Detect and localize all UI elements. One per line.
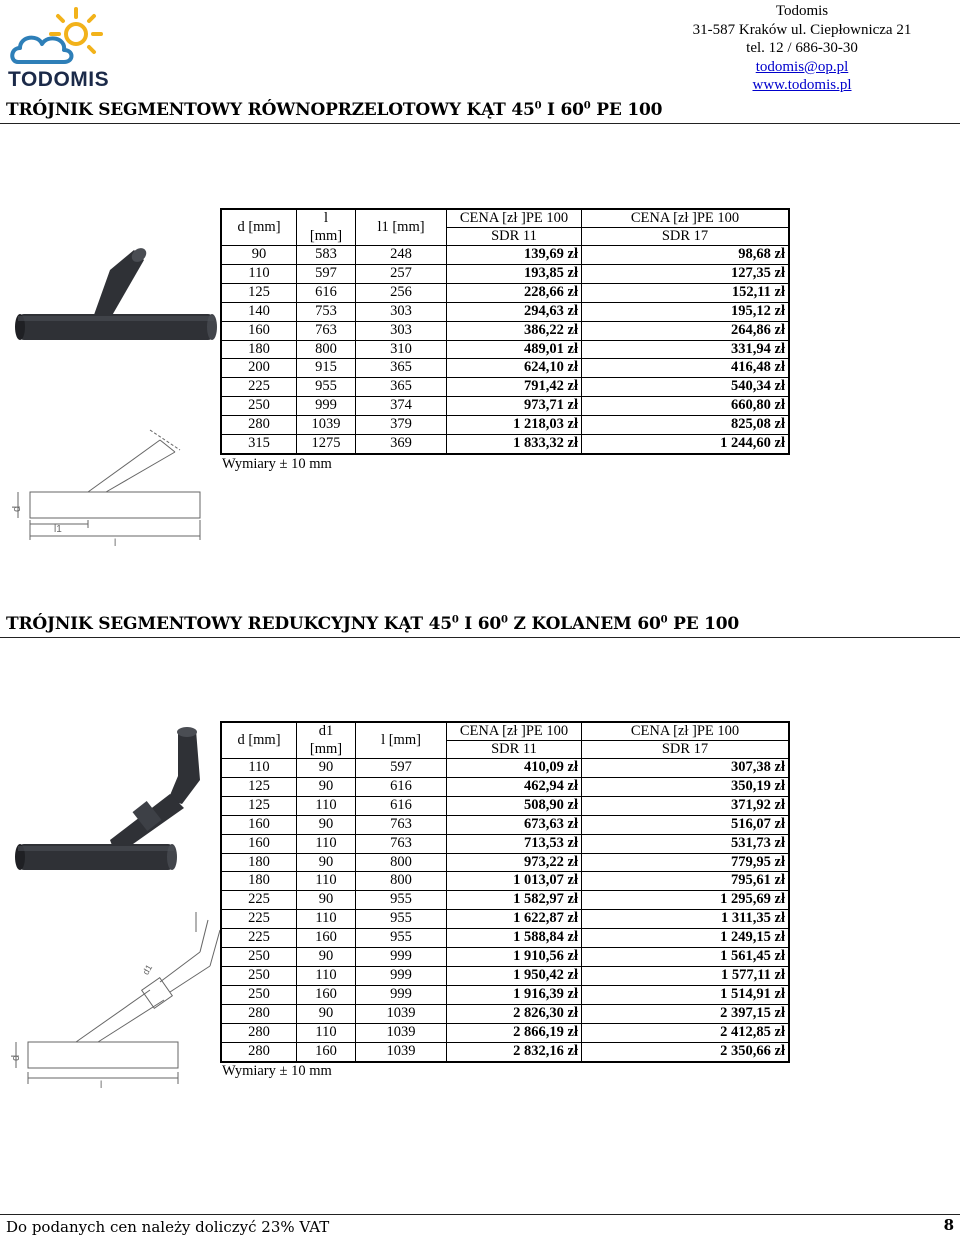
tee-45-drawing (10, 230, 220, 550)
cell-price-sdr17: 825,08 zł (582, 416, 790, 435)
cell-dim2: 763 (297, 321, 356, 340)
table-row (221, 302, 789, 321)
section1-rule (0, 123, 960, 124)
company-website-link[interactable]: www.todomis.pl (752, 77, 852, 93)
cell-price-sdr11: 1 013,07 zł (447, 872, 582, 891)
cell-dim3: 999 (356, 985, 447, 1004)
cell-dim2: 955 (297, 378, 356, 397)
table-row (221, 1004, 789, 1023)
footer-rule (0, 1214, 960, 1215)
cell-price-sdr17: 331,94 zł (582, 340, 790, 359)
header-l: l [mm] (356, 722, 447, 759)
table-row (221, 777, 789, 796)
header-d1-bottom: [mm] (297, 741, 356, 759)
cloud-icon (12, 38, 71, 62)
table-row (221, 872, 789, 891)
table-row (221, 910, 789, 929)
cell-price-sdr11: 386,22 zł (447, 321, 582, 340)
sun-icon (51, 9, 101, 52)
cell-price-sdr17: 1 514,91 zł (582, 985, 790, 1004)
header-price-sdr11-bottom: SDR 11 (447, 228, 582, 246)
cell-price-sdr11: 1 218,03 zł (447, 416, 582, 435)
table-row (221, 416, 789, 435)
cell-price-sdr11: 1 622,87 zł (447, 910, 582, 929)
cell-price-sdr17: 152,11 zł (582, 283, 790, 302)
cell-price-sdr17: 795,61 zł (582, 872, 790, 891)
cell-d: 160 (221, 815, 297, 834)
dim-d: d (10, 1054, 22, 1061)
section2-price-table (220, 721, 790, 1063)
cell-d: 315 (221, 435, 297, 454)
cell-price-sdr11: 2 826,30 zł (447, 1004, 582, 1023)
table-row (221, 1023, 789, 1042)
cell-price-sdr17: 195,12 zł (582, 302, 790, 321)
cell-dim2: 110 (297, 872, 356, 891)
section2-title: TRÓJNIK SEGMENTOWY REDUKCYJNY KĄT $45^0$ I $60^0$ Z KOLANEM $60^0$ PE 100 (6, 614, 740, 634)
table-row (221, 283, 789, 302)
cell-price-sdr17: 1 249,15 zł (582, 929, 790, 948)
company-phone: tel. 12 / 686-30-30 (746, 40, 858, 56)
cell-dim2: 90 (297, 891, 356, 910)
cell-price-sdr17: 127,35 zł (582, 264, 790, 283)
table-row (221, 435, 789, 454)
cell-price-sdr17: 2 397,15 zł (582, 1004, 790, 1023)
cell-d: 250 (221, 948, 297, 967)
cell-d: 225 (221, 378, 297, 397)
tee-reducing-drawing (10, 720, 220, 1090)
cell-dim2: 583 (297, 246, 356, 265)
cell-dim2: 597 (297, 264, 356, 283)
header-price-sdr11-top: CENA [zł ]PE 100 (447, 722, 582, 741)
cell-d: 140 (221, 302, 297, 321)
cell-price-sdr11: 1 582,97 zł (447, 891, 582, 910)
cell-d: 250 (221, 966, 297, 985)
cell-dim3: 303 (356, 321, 447, 340)
cell-dim2: 753 (297, 302, 356, 321)
cell-dim3: 369 (356, 435, 447, 454)
company-email-link[interactable]: todomis@op.pl (755, 58, 849, 75)
cell-price-sdr11: 1 910,56 zł (447, 948, 582, 967)
cell-dim2: 915 (297, 359, 356, 378)
cell-price-sdr17: 779,95 zł (582, 853, 790, 872)
cell-price-sdr17: 307,38 zł (582, 759, 790, 778)
cell-price-sdr11: 139,69 zł (447, 246, 582, 265)
section2-tolerance-note: Wymiary ± 10 mm (222, 1063, 332, 1079)
cell-price-sdr17: 371,92 zł (582, 796, 790, 815)
cell-dim2: 110 (297, 1023, 356, 1042)
dim-d: d (11, 505, 23, 512)
section1-tolerance-note: Wymiary ± 10 mm (222, 456, 332, 472)
cell-dim3: 955 (356, 929, 447, 948)
header-d: d [mm] (221, 209, 297, 246)
cell-d: 250 (221, 397, 297, 416)
cell-dim2: 90 (297, 777, 356, 796)
cell-d: 250 (221, 985, 297, 1004)
company-info (672, 2, 932, 95)
tee-reducing-technical (16, 912, 220, 1084)
table-row (221, 815, 789, 834)
cell-d: 110 (221, 759, 297, 778)
cell-price-sdr17: 1 311,35 zł (582, 910, 790, 929)
cell-dim2: 110 (297, 966, 356, 985)
cell-dim3: 763 (356, 834, 447, 853)
cell-dim3: 999 (356, 966, 447, 985)
cell-dim3: 616 (356, 777, 447, 796)
cell-price-sdr17: 350,19 zł (582, 777, 790, 796)
cell-d: 90 (221, 246, 297, 265)
cell-d: 280 (221, 1042, 297, 1061)
cell-dim2: 90 (297, 853, 356, 872)
header-d1-top: d1 (297, 722, 356, 741)
table-row (221, 853, 789, 872)
cell-d: 160 (221, 834, 297, 853)
cell-dim3: 955 (356, 910, 447, 929)
cell-price-sdr11: 2 866,19 zł (447, 1023, 582, 1042)
table-row (221, 1042, 789, 1061)
cell-dim2: 999 (297, 397, 356, 416)
cell-d: 180 (221, 853, 297, 872)
header-price-sdr17-top: CENA [zł ]PE 100 (582, 722, 790, 741)
cell-d: 180 (221, 340, 297, 359)
cell-dim3: 616 (356, 796, 447, 815)
cell-d: 110 (221, 264, 297, 283)
cell-price-sdr11: 193,85 zł (447, 264, 582, 283)
cell-d: 225 (221, 910, 297, 929)
cell-price-sdr11: 294,63 zł (447, 302, 582, 321)
cell-price-sdr11: 410,09 zł (447, 759, 582, 778)
cell-dim3: 955 (356, 891, 447, 910)
cell-price-sdr17: 540,34 zł (582, 378, 790, 397)
header-l-bottom: [mm] (297, 228, 356, 246)
cell-price-sdr11: 713,53 zł (447, 834, 582, 853)
cell-price-sdr17: 98,68 zł (582, 246, 790, 265)
section1-price-table (220, 208, 790, 455)
header-price-sdr11-top: CENA [zł ]PE 100 (447, 209, 582, 228)
cell-dim3: 379 (356, 416, 447, 435)
cell-dim3: 763 (356, 815, 447, 834)
table-row (221, 321, 789, 340)
cell-dim2: 90 (297, 1004, 356, 1023)
cell-price-sdr11: 673,63 zł (447, 815, 582, 834)
table-row (221, 264, 789, 283)
cell-price-sdr11: 1 833,32 zł (447, 435, 582, 454)
cell-price-sdr11: 489,01 zł (447, 340, 582, 359)
cell-dim3: 800 (356, 853, 447, 872)
cell-dim2: 90 (297, 948, 356, 967)
table-row (221, 759, 789, 778)
table-row (221, 397, 789, 416)
tee-45-photo (15, 245, 217, 340)
cell-d: 125 (221, 777, 297, 796)
cell-d: 200 (221, 359, 297, 378)
cell-price-sdr17: 1 295,69 zł (582, 891, 790, 910)
cell-price-sdr11: 1 916,39 zł (447, 985, 582, 1004)
cell-dim3: 374 (356, 397, 447, 416)
cell-dim2: 800 (297, 340, 356, 359)
cell-d: 280 (221, 1023, 297, 1042)
cell-dim3: 365 (356, 378, 447, 397)
cell-d: 160 (221, 321, 297, 340)
tee-45-technical (18, 430, 200, 540)
table-row (221, 378, 789, 397)
table-row (221, 891, 789, 910)
cell-price-sdr11: 624,10 zł (447, 359, 582, 378)
header-price-sdr17-bottom: SDR 17 (582, 228, 790, 246)
cell-price-sdr11: 1 950,42 zł (447, 966, 582, 985)
company-address: 31-587 Kraków ul. Ciepłownicza 21 (692, 21, 912, 38)
header-price-sdr11-bottom: SDR 11 (447, 741, 582, 759)
cell-price-sdr17: 531,73 zł (582, 834, 790, 853)
dim-l: l (114, 538, 117, 549)
cell-price-sdr11: 2 832,16 zł (447, 1042, 582, 1061)
cell-price-sdr11: 791,42 zł (447, 378, 582, 397)
cell-d: 225 (221, 891, 297, 910)
cell-dim2: 616 (297, 283, 356, 302)
cell-dim3: 999 (356, 948, 447, 967)
table-row (221, 359, 789, 378)
section1-title: TRÓJNIK SEGMENTOWY RÓWNOPRZELOTOWY KĄT $45^0$ I $60^0$ PE 100 (6, 100, 663, 120)
cell-dim3: 303 (356, 302, 447, 321)
cell-price-sdr17: 264,86 zł (582, 321, 790, 340)
cell-dim2: 1039 (297, 416, 356, 435)
cell-dim2: 1275 (297, 435, 356, 454)
cell-dim2: 90 (297, 815, 356, 834)
header-l1: l1 [mm] (356, 209, 447, 246)
header-d: d [mm] (221, 722, 297, 759)
cell-d: 125 (221, 796, 297, 815)
header-l-top: l (297, 209, 356, 228)
cell-price-sdr11: 228,66 zł (447, 283, 582, 302)
cell-dim2: 160 (297, 1042, 356, 1061)
cell-dim2: 110 (297, 910, 356, 929)
cell-price-sdr11: 508,90 zł (447, 796, 582, 815)
section2-rule (0, 637, 960, 638)
cell-dim3: 1039 (356, 1023, 447, 1042)
dim-l1: l1 (54, 524, 62, 535)
table-row (221, 966, 789, 985)
table-row (221, 340, 789, 359)
dim-l: l (100, 1080, 103, 1090)
cell-dim3: 257 (356, 264, 447, 283)
table-row (221, 985, 789, 1004)
cell-price-sdr17: 1 561,45 zł (582, 948, 790, 967)
cell-price-sdr11: 973,22 zł (447, 853, 582, 872)
table-row (221, 929, 789, 948)
tee-reducing-photo (15, 727, 200, 870)
cell-price-sdr11: 462,94 zł (447, 777, 582, 796)
todomis-logo (6, 4, 126, 90)
table-row (221, 246, 789, 265)
cell-price-sdr17: 2 350,66 zł (582, 1042, 790, 1061)
cell-d: 280 (221, 416, 297, 435)
cell-dim2: 160 (297, 985, 356, 1004)
page-number: 8 (943, 1216, 954, 1234)
cell-dim3: 310 (356, 340, 447, 359)
cell-price-sdr17: 660,80 zł (582, 397, 790, 416)
cell-dim3: 597 (356, 759, 447, 778)
dim-d1: d1 (140, 962, 155, 977)
cell-d: 280 (221, 1004, 297, 1023)
cell-price-sdr11: 1 588,84 zł (447, 929, 582, 948)
cell-price-sdr17: 416,48 zł (582, 359, 790, 378)
cell-dim3: 1039 (356, 1042, 447, 1061)
cell-dim2: 160 (297, 929, 356, 948)
cell-d: 125 (221, 283, 297, 302)
cell-price-sdr17: 516,07 zł (582, 815, 790, 834)
cell-dim2: 110 (297, 834, 356, 853)
vat-note: Do podanych cen należy doliczyć 23% VAT (6, 1218, 330, 1236)
table-row (221, 834, 789, 853)
header-price-sdr17-top: CENA [zł ]PE 100 (582, 209, 790, 228)
cell-dim2: 110 (297, 796, 356, 815)
cell-price-sdr17: 1 577,11 zł (582, 966, 790, 985)
cell-dim3: 365 (356, 359, 447, 378)
cell-dim3: 800 (356, 872, 447, 891)
cell-d: 180 (221, 872, 297, 891)
cell-price-sdr11: 973,71 zł (447, 397, 582, 416)
cell-dim3: 1039 (356, 1004, 447, 1023)
cell-dim3: 248 (356, 246, 447, 265)
company-name: Todomis (775, 3, 829, 19)
logo-wordmark: TODOMIS (8, 68, 110, 90)
cell-dim3: 256 (356, 283, 447, 302)
table-row (221, 796, 789, 815)
table-row (221, 948, 789, 967)
cell-dim2: 90 (297, 759, 356, 778)
cell-price-sdr17: 2 412,85 zł (582, 1023, 790, 1042)
header-price-sdr17-bottom: SDR 17 (582, 741, 790, 759)
cell-price-sdr17: 1 244,60 zł (582, 435, 790, 454)
cell-d: 225 (221, 929, 297, 948)
